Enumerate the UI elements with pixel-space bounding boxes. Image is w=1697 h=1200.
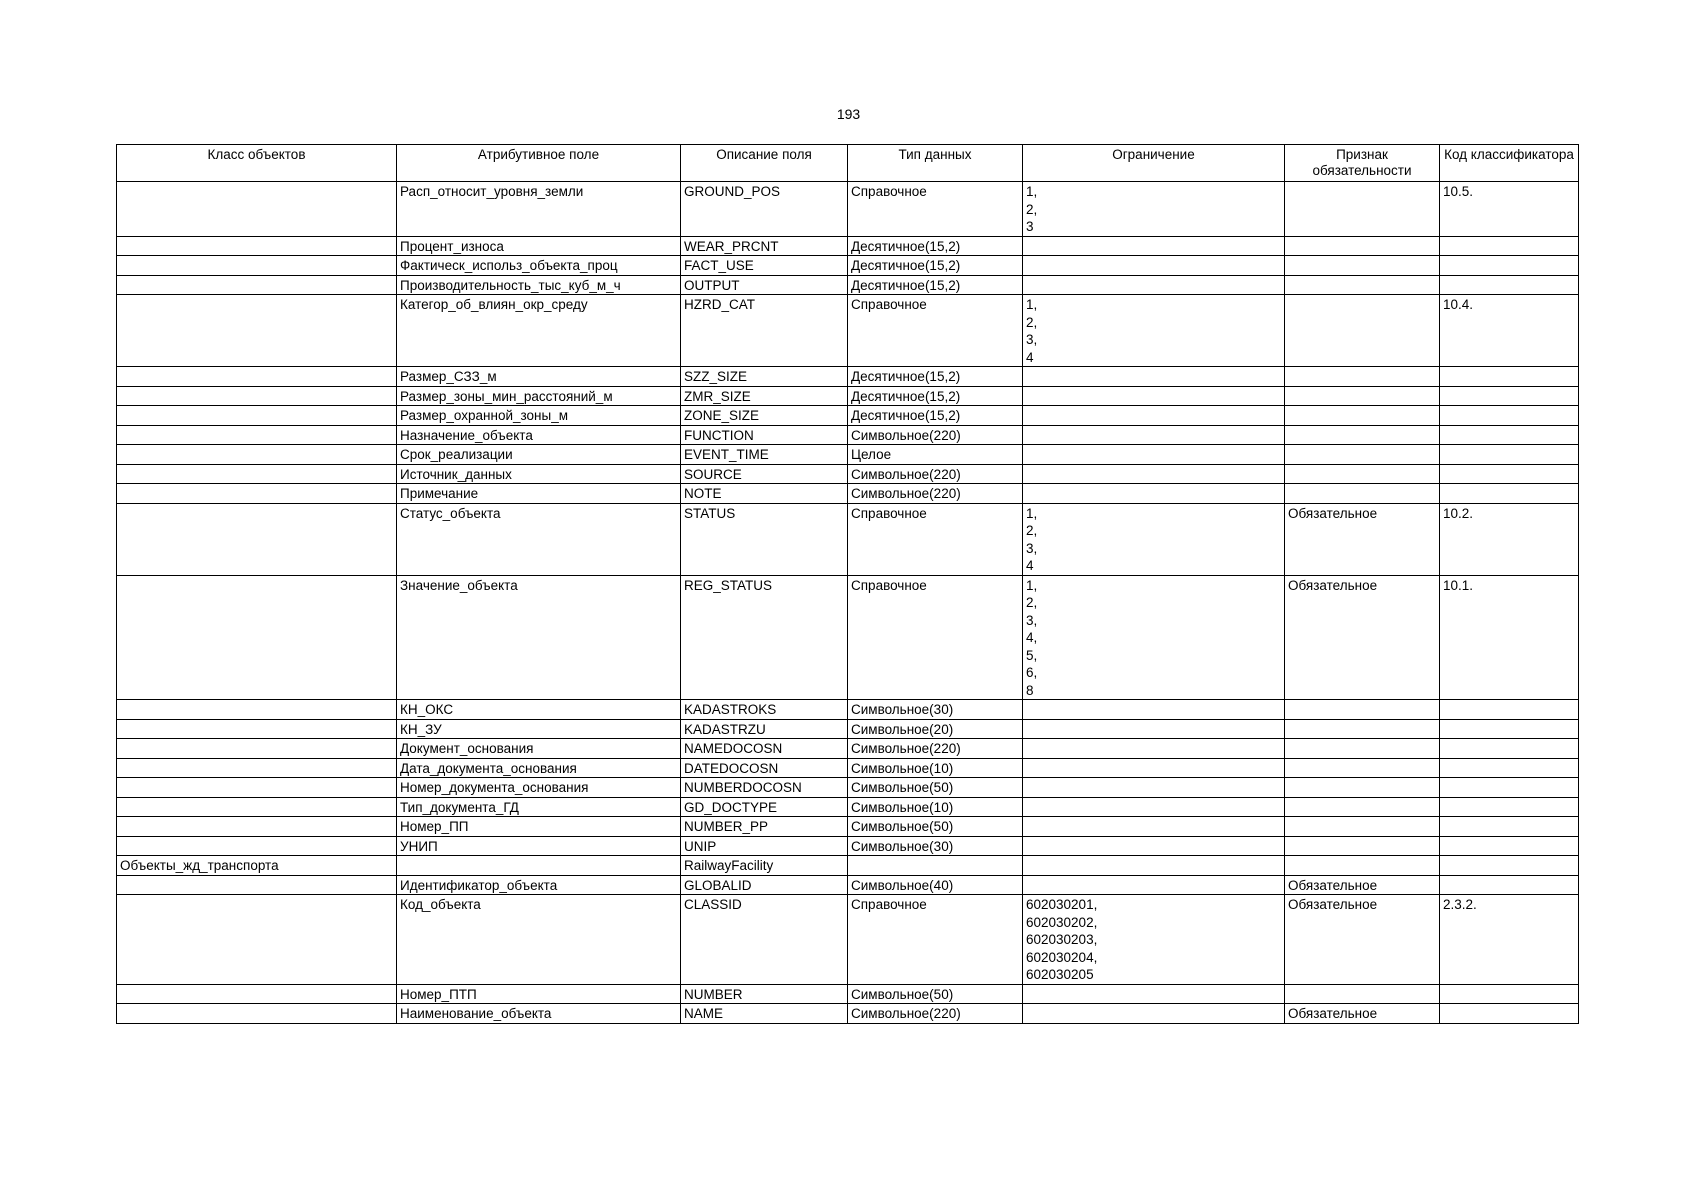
- header-mandatory-flag: Признак обязательности: [1285, 145, 1440, 182]
- cell-mandatory-flag: [1285, 275, 1440, 295]
- cell-classifier-code: [1440, 275, 1579, 295]
- cell-attribute-field: Размер_зоны_мин_расстояний_м: [397, 386, 681, 406]
- cell-classifier-code: [1440, 464, 1579, 484]
- table-row: [117, 484, 1579, 504]
- cell-object-class: [117, 778, 397, 798]
- cell-data-type: Справочное: [848, 895, 1023, 985]
- cell-object-class: [117, 503, 397, 575]
- cell-mandatory-flag: [1285, 464, 1440, 484]
- cell-classifier-code: [1440, 836, 1579, 856]
- cell-data-type: Справочное: [848, 182, 1023, 237]
- cell-mandatory-flag: Обязательное: [1285, 1004, 1440, 1024]
- cell-field-description: RailwayFacility: [681, 856, 848, 876]
- cell-mandatory-flag: [1285, 836, 1440, 856]
- table-row: [117, 719, 1579, 739]
- cell-data-type: Справочное: [848, 295, 1023, 367]
- cell-constraint: [1023, 719, 1285, 739]
- cell-attribute-field: [397, 856, 681, 876]
- cell-classifier-code: 10.1.: [1440, 575, 1579, 700]
- cell-attribute-field: Процент_износа: [397, 236, 681, 256]
- cell-mandatory-flag: [1285, 367, 1440, 387]
- cell-constraint: [1023, 406, 1285, 426]
- cell-object-class: [117, 700, 397, 720]
- table-row: [117, 464, 1579, 484]
- table-row: [117, 758, 1579, 778]
- cell-classifier-code: [1440, 484, 1579, 504]
- cell-field-description: CLASSID: [681, 895, 848, 985]
- cell-object-class: [117, 984, 397, 1004]
- cell-mandatory-flag: [1285, 484, 1440, 504]
- cell-object-class: [117, 275, 397, 295]
- table-row: [117, 503, 1579, 575]
- table-header-row: [117, 145, 1579, 182]
- cell-attribute-field: Тип_документа_ГД: [397, 797, 681, 817]
- table-row: [117, 700, 1579, 720]
- cell-classifier-code: 10.2.: [1440, 503, 1579, 575]
- cell-object-class: [117, 1004, 397, 1024]
- cell-data-type: Целое: [848, 445, 1023, 465]
- cell-classifier-code: [1440, 758, 1579, 778]
- cell-mandatory-flag: [1285, 445, 1440, 465]
- cell-attribute-field: Срок_реализации: [397, 445, 681, 465]
- cell-constraint: [1023, 275, 1285, 295]
- cell-classifier-code: 10.5.: [1440, 182, 1579, 237]
- cell-classifier-code: [1440, 256, 1579, 276]
- cell-constraint: [1023, 856, 1285, 876]
- cell-data-type: Десятичное(15,2): [848, 275, 1023, 295]
- table-row: [117, 856, 1579, 876]
- attribute-table: [116, 144, 1579, 1024]
- cell-mandatory-flag: [1285, 295, 1440, 367]
- table-row: [117, 895, 1579, 985]
- header-data-type: Тип данных: [848, 145, 1023, 182]
- cell-mandatory-flag: [1285, 739, 1440, 759]
- cell-field-description: KADASTRZU: [681, 719, 848, 739]
- cell-data-type: Символьное(50): [848, 984, 1023, 1004]
- cell-field-description: NOTE: [681, 484, 848, 504]
- cell-object-class: [117, 367, 397, 387]
- table-row: [117, 817, 1579, 837]
- cell-object-class: [117, 236, 397, 256]
- cell-attribute-field: Идентификатор_объекта: [397, 875, 681, 895]
- cell-object-class: [117, 256, 397, 276]
- cell-data-type: Символьное(220): [848, 425, 1023, 445]
- cell-mandatory-flag: Обязательное: [1285, 503, 1440, 575]
- cell-data-type: Десятичное(15,2): [848, 236, 1023, 256]
- cell-attribute-field: Значение_объекта: [397, 575, 681, 700]
- cell-data-type: Символьное(220): [848, 1004, 1023, 1024]
- header-constraint: Ограничение: [1023, 145, 1285, 182]
- table-row: [117, 256, 1579, 276]
- cell-field-description: SZZ_SIZE: [681, 367, 848, 387]
- cell-attribute-field: Примечание: [397, 484, 681, 504]
- cell-attribute-field: Фактическ_использ_объекта_проц: [397, 256, 681, 276]
- table-row: [117, 295, 1579, 367]
- cell-constraint: 1, 2, 3, 4: [1023, 295, 1285, 367]
- cell-data-type: Символьное(10): [848, 758, 1023, 778]
- cell-object-class: [117, 797, 397, 817]
- cell-data-type: Десятичное(15,2): [848, 256, 1023, 276]
- cell-constraint: [1023, 778, 1285, 798]
- cell-constraint: [1023, 445, 1285, 465]
- cell-attribute-field: Производительность_тыс_куб_м_ч: [397, 275, 681, 295]
- table-row: [117, 984, 1579, 1004]
- cell-field-description: KADASTROKS: [681, 700, 848, 720]
- cell-field-description: GD_DOCTYPE: [681, 797, 848, 817]
- cell-attribute-field: Расп_относит_уровня_земли: [397, 182, 681, 237]
- table-row: [117, 445, 1579, 465]
- cell-attribute-field: Источник_данных: [397, 464, 681, 484]
- cell-classifier-code: 10.4.: [1440, 295, 1579, 367]
- cell-classifier-code: [1440, 739, 1579, 759]
- cell-field-description: UNIP: [681, 836, 848, 856]
- cell-constraint: 1, 2, 3, 4: [1023, 503, 1285, 575]
- cell-mandatory-flag: [1285, 406, 1440, 426]
- cell-object-class: [117, 575, 397, 700]
- cell-object-class: [117, 182, 397, 237]
- cell-object-class: [117, 464, 397, 484]
- cell-classifier-code: [1440, 778, 1579, 798]
- table-row: [117, 575, 1579, 700]
- cell-mandatory-flag: [1285, 425, 1440, 445]
- cell-attribute-field: Статус_объекта: [397, 503, 681, 575]
- cell-constraint: 602030201, 602030202, 602030203, 602030204, 602030205: [1023, 895, 1285, 985]
- cell-mandatory-flag: [1285, 817, 1440, 837]
- cell-object-class: [117, 895, 397, 985]
- cell-field-description: OUTPUT: [681, 275, 848, 295]
- cell-constraint: [1023, 386, 1285, 406]
- cell-attribute-field: Наименование_объекта: [397, 1004, 681, 1024]
- table-row: [117, 425, 1579, 445]
- header-object-class: Класс объектов: [117, 145, 397, 182]
- cell-attribute-field: Номер_документа_основания: [397, 778, 681, 798]
- cell-object-class: [117, 386, 397, 406]
- cell-constraint: [1023, 836, 1285, 856]
- cell-object-class: [117, 425, 397, 445]
- cell-object-class: [117, 719, 397, 739]
- cell-object-class: [117, 406, 397, 426]
- cell-field-description: FACT_USE: [681, 256, 848, 276]
- cell-classifier-code: [1440, 817, 1579, 837]
- cell-classifier-code: [1440, 386, 1579, 406]
- cell-classifier-code: [1440, 445, 1579, 465]
- cell-field-description: WEAR_PRCNT: [681, 236, 848, 256]
- cell-attribute-field: КН_ЗУ: [397, 719, 681, 739]
- table-row: [117, 275, 1579, 295]
- cell-attribute-field: Назначение_объекта: [397, 425, 681, 445]
- cell-classifier-code: [1440, 367, 1579, 387]
- cell-constraint: [1023, 797, 1285, 817]
- cell-constraint: [1023, 739, 1285, 759]
- cell-field-description: NUMBER: [681, 984, 848, 1004]
- cell-field-description: GROUND_POS: [681, 182, 848, 237]
- cell-constraint: [1023, 758, 1285, 778]
- cell-field-description: NUMBER_PP: [681, 817, 848, 837]
- table-row: [117, 797, 1579, 817]
- cell-object-class: [117, 484, 397, 504]
- cell-field-description: ZMR_SIZE: [681, 386, 848, 406]
- cell-attribute-field: Код_объекта: [397, 895, 681, 985]
- cell-classifier-code: [1440, 425, 1579, 445]
- cell-mandatory-flag: Обязательное: [1285, 875, 1440, 895]
- cell-constraint: [1023, 484, 1285, 504]
- table-row: [117, 236, 1579, 256]
- cell-classifier-code: 2.3.2.: [1440, 895, 1579, 985]
- cell-mandatory-flag: Обязательное: [1285, 895, 1440, 985]
- table-row: [117, 406, 1579, 426]
- cell-data-type: Символьное(50): [848, 778, 1023, 798]
- cell-data-type: Символьное(40): [848, 875, 1023, 895]
- cell-constraint: [1023, 1004, 1285, 1024]
- cell-classifier-code: [1440, 1004, 1579, 1024]
- cell-mandatory-flag: [1285, 182, 1440, 237]
- cell-mandatory-flag: [1285, 797, 1440, 817]
- cell-constraint: [1023, 256, 1285, 276]
- cell-constraint: [1023, 875, 1285, 895]
- cell-constraint: 1, 2, 3, 4, 5, 6, 8: [1023, 575, 1285, 700]
- table-row: [117, 1004, 1579, 1024]
- cell-attribute-field: Номер_ПП: [397, 817, 681, 837]
- cell-object-class: [117, 817, 397, 837]
- cell-classifier-code: [1440, 236, 1579, 256]
- cell-field-description: STATUS: [681, 503, 848, 575]
- cell-classifier-code: [1440, 875, 1579, 895]
- cell-constraint: [1023, 236, 1285, 256]
- cell-field-description: NUMBERDOCOSN: [681, 778, 848, 798]
- cell-mandatory-flag: [1285, 236, 1440, 256]
- cell-constraint: [1023, 464, 1285, 484]
- header-field-description: Описание поля: [681, 145, 848, 182]
- table-body: [117, 182, 1579, 1024]
- header-classifier-code: Код классификатора: [1440, 145, 1579, 182]
- cell-field-description: GLOBALID: [681, 875, 848, 895]
- cell-data-type: Символьное(50): [848, 817, 1023, 837]
- cell-attribute-field: Размер_СЗЗ_м: [397, 367, 681, 387]
- cell-data-type: Десятичное(15,2): [848, 406, 1023, 426]
- cell-data-type: Символьное(30): [848, 700, 1023, 720]
- cell-attribute-field: Документ_основания: [397, 739, 681, 759]
- cell-object-class: [117, 836, 397, 856]
- cell-field-description: DATEDOCOSN: [681, 758, 848, 778]
- cell-data-type: Десятичное(15,2): [848, 367, 1023, 387]
- cell-constraint: [1023, 700, 1285, 720]
- cell-field-description: ZONE_SIZE: [681, 406, 848, 426]
- cell-data-type: Справочное: [848, 503, 1023, 575]
- cell-classifier-code: [1440, 856, 1579, 876]
- cell-classifier-code: [1440, 984, 1579, 1004]
- cell-field-description: EVENT_TIME: [681, 445, 848, 465]
- cell-field-description: HZRD_CAT: [681, 295, 848, 367]
- cell-attribute-field: КН_ОКС: [397, 700, 681, 720]
- table-row: [117, 367, 1579, 387]
- cell-attribute-field: Размер_охранной_зоны_м: [397, 406, 681, 426]
- cell-data-type: Символьное(10): [848, 797, 1023, 817]
- cell-data-type: Символьное(220): [848, 484, 1023, 504]
- table-row: [117, 182, 1579, 237]
- cell-attribute-field: Номер_ПТП: [397, 984, 681, 1004]
- cell-data-type: Справочное: [848, 575, 1023, 700]
- cell-object-class: [117, 739, 397, 759]
- cell-classifier-code: [1440, 700, 1579, 720]
- cell-data-type: Символьное(220): [848, 739, 1023, 759]
- cell-data-type: [848, 856, 1023, 876]
- cell-attribute-field: Дата_документа_основания: [397, 758, 681, 778]
- cell-mandatory-flag: [1285, 700, 1440, 720]
- cell-data-type: Символьное(220): [848, 464, 1023, 484]
- cell-object-class: [117, 758, 397, 778]
- header-attribute-field: Атрибутивное поле: [397, 145, 681, 182]
- cell-mandatory-flag: [1285, 719, 1440, 739]
- cell-object-class: Объекты_жд_транспорта: [117, 856, 397, 876]
- cell-constraint: [1023, 817, 1285, 837]
- cell-constraint: 1, 2, 3: [1023, 182, 1285, 237]
- cell-attribute-field: Категор_об_влиян_окр_среду: [397, 295, 681, 367]
- cell-mandatory-flag: [1285, 984, 1440, 1004]
- cell-classifier-code: [1440, 797, 1579, 817]
- cell-data-type: Символьное(30): [848, 836, 1023, 856]
- cell-classifier-code: [1440, 406, 1579, 426]
- cell-attribute-field: УНИП: [397, 836, 681, 856]
- cell-mandatory-flag: [1285, 386, 1440, 406]
- cell-object-class: [117, 295, 397, 367]
- cell-field-description: NAMEDOCOSN: [681, 739, 848, 759]
- cell-mandatory-flag: [1285, 856, 1440, 876]
- cell-mandatory-flag: [1285, 256, 1440, 276]
- table-row: [117, 739, 1579, 759]
- page-number: 193: [836, 106, 861, 122]
- cell-object-class: [117, 875, 397, 895]
- cell-constraint: [1023, 367, 1285, 387]
- cell-mandatory-flag: [1285, 778, 1440, 798]
- table-row: [117, 386, 1579, 406]
- cell-mandatory-flag: [1285, 758, 1440, 778]
- cell-constraint: [1023, 984, 1285, 1004]
- cell-constraint: [1023, 425, 1285, 445]
- cell-field-description: REG_STATUS: [681, 575, 848, 700]
- cell-classifier-code: [1440, 719, 1579, 739]
- cell-field-description: FUNCTION: [681, 425, 848, 445]
- table-row: [117, 875, 1579, 895]
- table-row: [117, 778, 1579, 798]
- cell-data-type: Символьное(20): [848, 719, 1023, 739]
- cell-field-description: NAME: [681, 1004, 848, 1024]
- table-row: [117, 836, 1579, 856]
- cell-mandatory-flag: Обязательное: [1285, 575, 1440, 700]
- cell-data-type: Десятичное(15,2): [848, 386, 1023, 406]
- cell-object-class: [117, 445, 397, 465]
- cell-field-description: SOURCE: [681, 464, 848, 484]
